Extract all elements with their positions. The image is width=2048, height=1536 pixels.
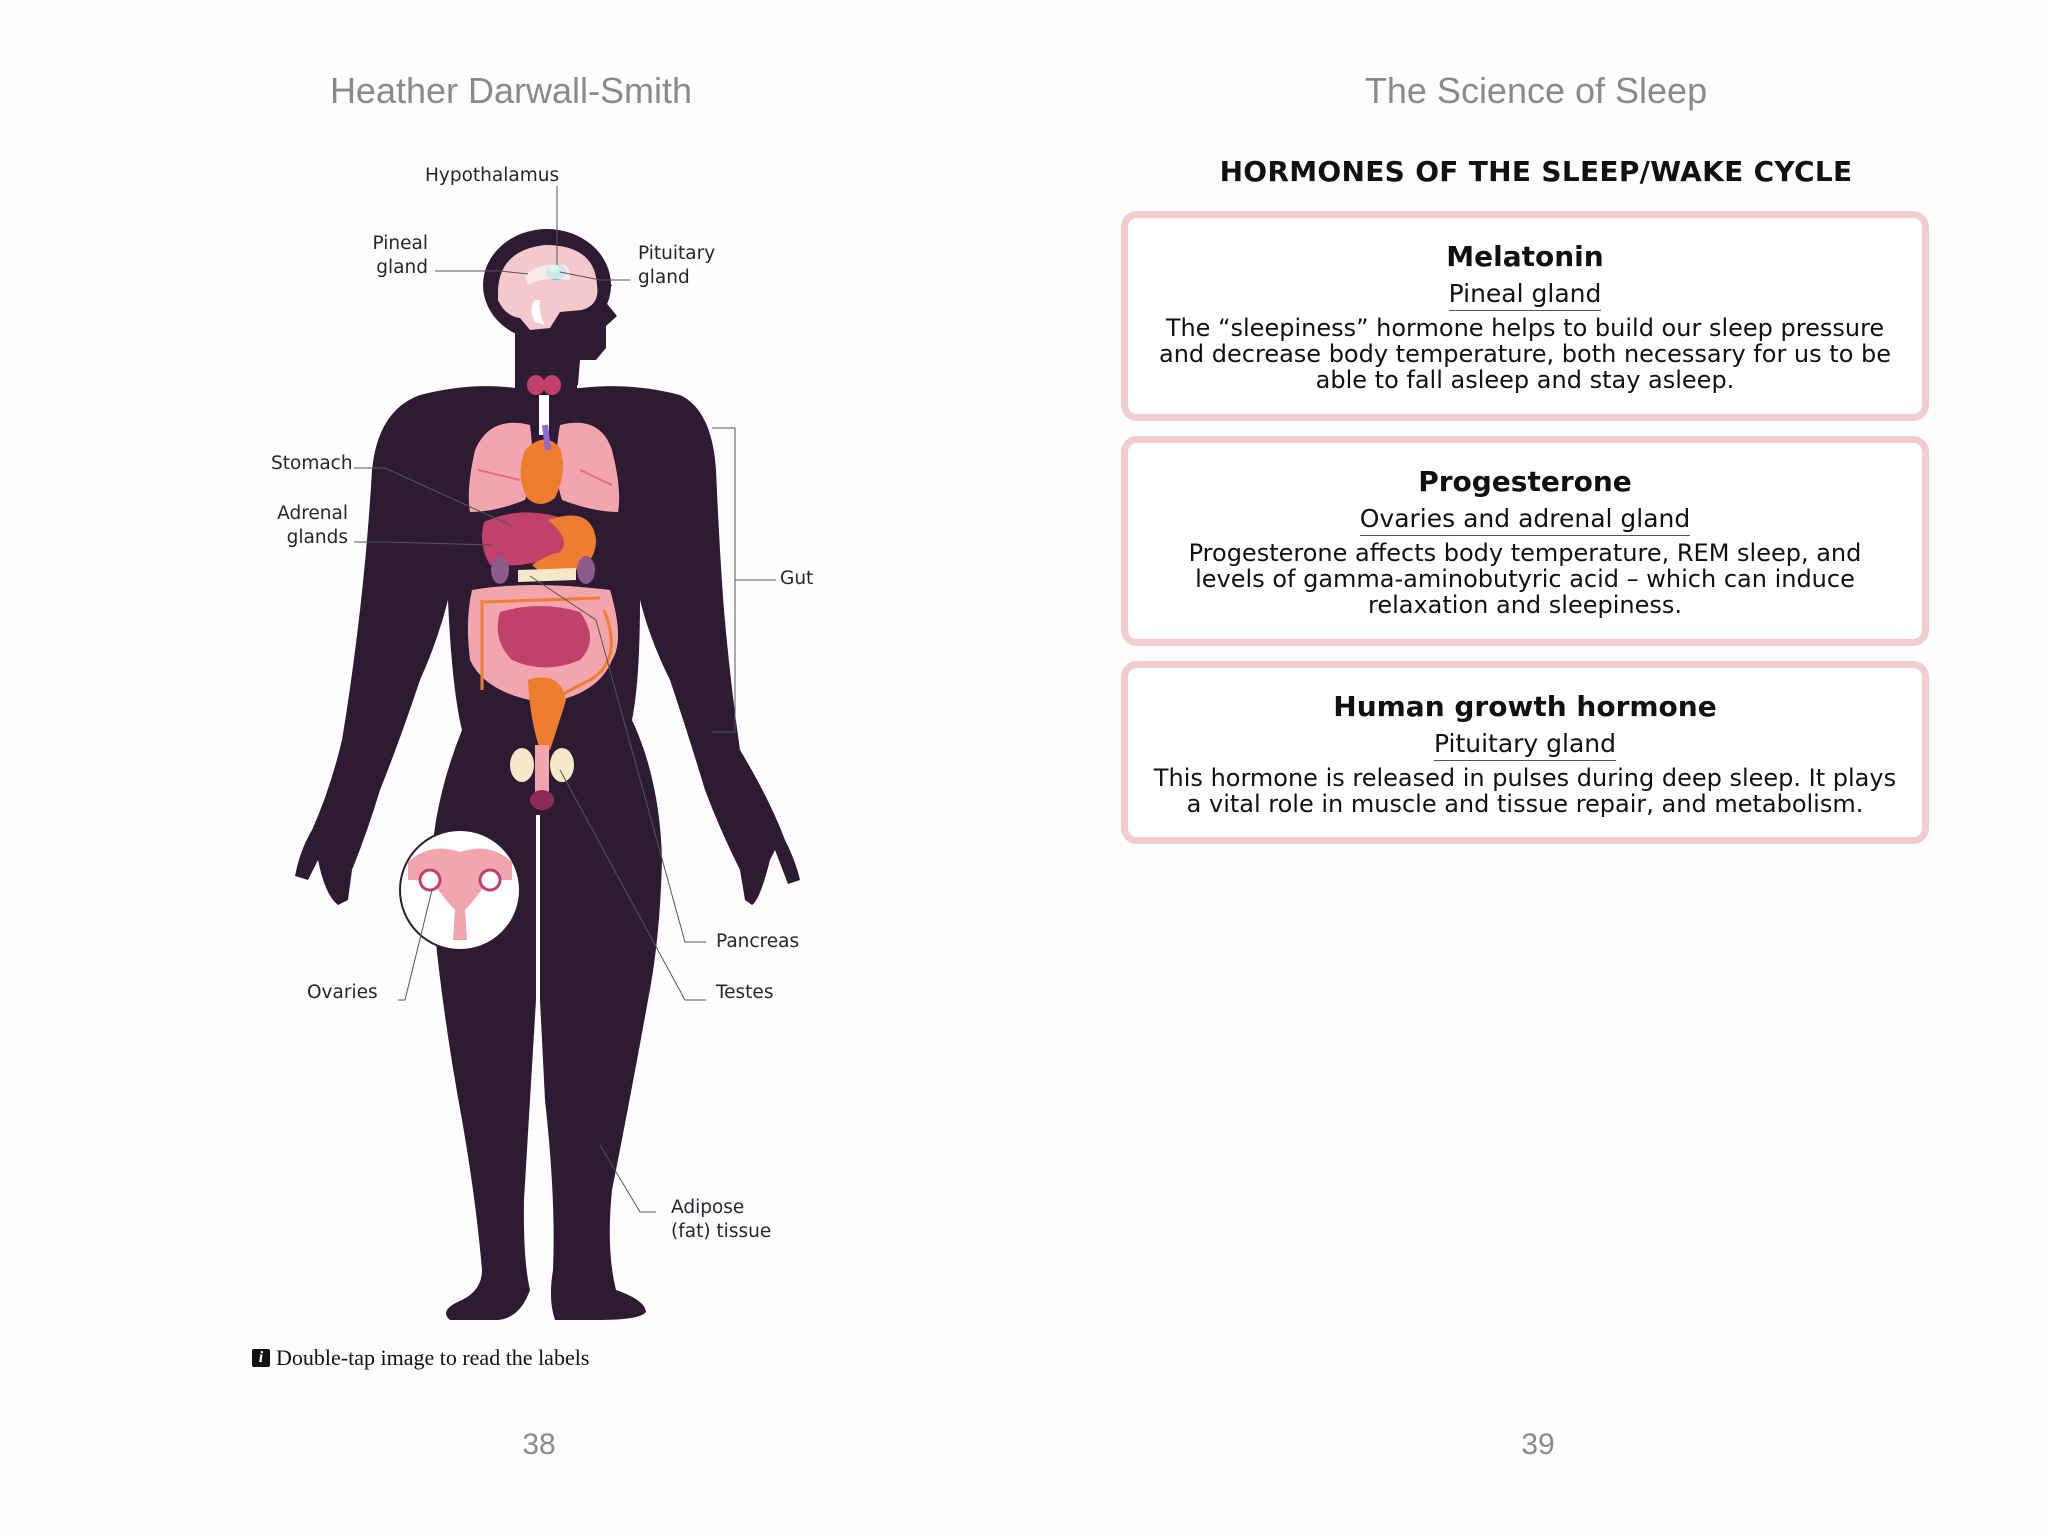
card-description: Progesterone affects body temperature, REM sleep, and levels of gamma-aminobutyric acid – which can induce relaxation and sleepiness. [1188, 539, 1862, 619]
hormone-card-progesterone [1121, 436, 1929, 646]
card-name: Melatonin [1446, 240, 1604, 273]
hormone-card-growth-hormone [1121, 661, 1929, 844]
label-testes: Testes [716, 982, 774, 1003]
label-gut: Gut [780, 568, 814, 589]
label-ovaries: Ovaries [307, 982, 378, 1003]
card-description: The “sleepiness” hormone helps to build our sleep pressure and decrease body temperature, both necessary for us to be able to fall asleep and stay asleep. [1159, 314, 1891, 394]
page-number-left: 38 [522, 1428, 556, 1461]
hormone-card-melatonin [1121, 211, 1929, 421]
card-description: This hormone is released in pulses during deep sleep. It plays a vital role in muscle and tissue repair, and metabolism. [1153, 764, 1897, 818]
card-name: Human growth hormone [1333, 690, 1717, 723]
tap-hint-text: Double-tap image to read the labels [276, 1345, 590, 1370]
body-illustration [0, 0, 1024, 1400]
ovaries-inset [400, 830, 520, 950]
label-pineal-gland: Pineal gland [372, 233, 428, 278]
label-pituitary-gland: Pituitary gland [638, 243, 716, 288]
card-source: Ovaries and adrenal gland [1360, 503, 1691, 536]
card-source: Pineal gland [1449, 278, 1602, 311]
running-head-author: Heather Darwall-Smith [329, 70, 693, 111]
page-number-right: 39 [1521, 1428, 1555, 1461]
running-head-title: The Science of Sleep [1364, 70, 1708, 111]
card-source: Pituitary gland [1434, 728, 1616, 761]
pancreas [518, 568, 576, 582]
endocrine-diagram[interactable] [0, 0, 1024, 1400]
tap-hint[interactable] [252, 1345, 589, 1371]
card-name: Progesterone [1418, 465, 1632, 498]
label-adrenal-glands: Adrenal glands [277, 503, 348, 548]
label-hypothalamus: Hypothalamus [425, 165, 560, 186]
label-pancreas: Pancreas [716, 931, 800, 952]
label-adipose-tissue: Adipose (fat) tissue [671, 1197, 772, 1242]
info-icon: i [252, 1349, 270, 1367]
label-stomach: Stomach [271, 453, 353, 474]
section-title: HORMONES OF THE SLEEP/WAKE CYCLE [1219, 155, 1853, 188]
right-page [1024, 0, 2048, 1536]
